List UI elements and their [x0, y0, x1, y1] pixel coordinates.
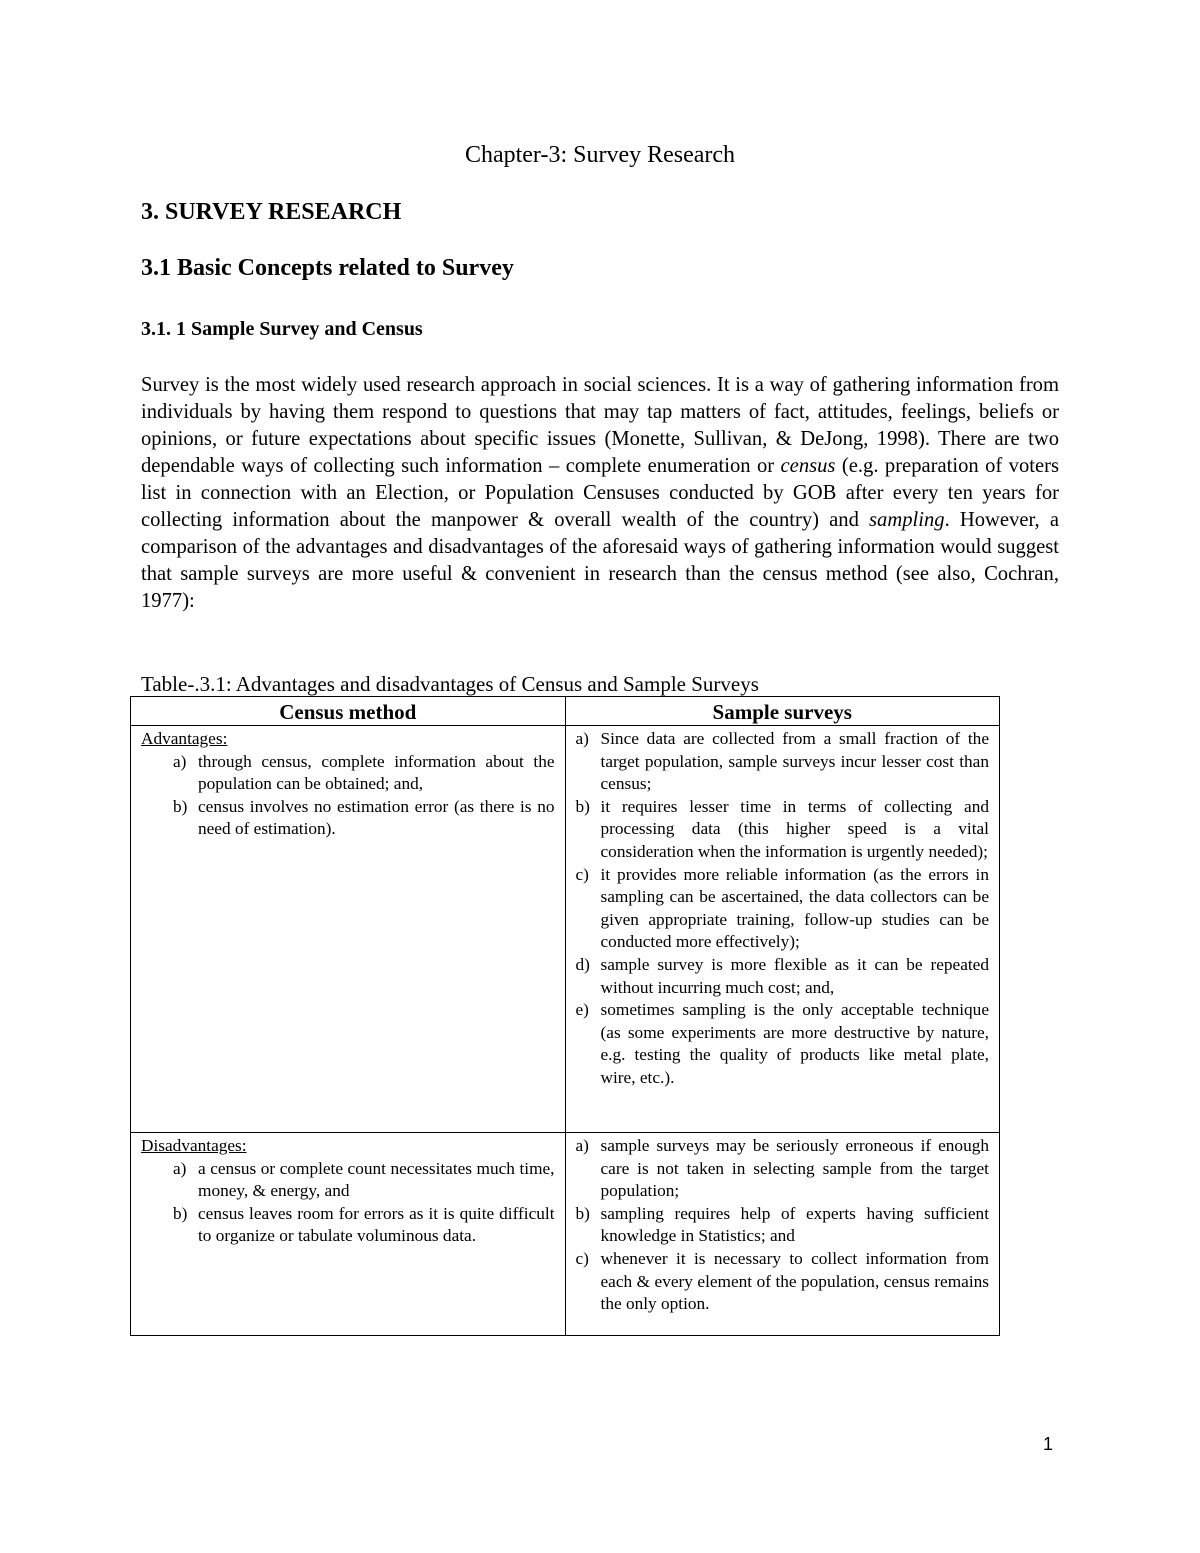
list-item	[173, 1158, 555, 1203]
sample-advantages-list	[576, 728, 989, 1090]
advantages-heading: Advantages:	[141, 729, 228, 748]
list-marker: b)	[173, 1203, 188, 1223]
emphasis-sampling: sampling	[869, 509, 945, 531]
sample-advantages-cell	[565, 726, 999, 1133]
page-number: 1	[1043, 1434, 1054, 1454]
list-item-text: whenever it is necessary to collect information from each & every element of the population, census remains the only option.	[600, 1248, 989, 1314]
disadvantages-heading: Disadvantages:	[141, 1136, 247, 1155]
table-caption: Table-.3.1: Advantages and disadvantages of Census and Sample Surveys	[141, 672, 759, 696]
list-item	[173, 751, 555, 796]
list-item-text: census leaves room for errors as it is quite difficult to organize or tabulate voluminous data.	[198, 1203, 555, 1246]
chapter-title: Chapter-3: Survey Research	[464, 142, 736, 168]
list-marker: c)	[575, 864, 589, 884]
list-item-text: it requires lesser time in terms of collecting and processing data (this higher speed is a vital consideration when the information is urgently needed);	[600, 796, 989, 861]
list-item-text: through census, complete information about the population can be obtained; and,	[198, 751, 555, 794]
list-item	[576, 954, 989, 999]
list-item-text: sample survey is more flexible as it can be repeated without incurring much cost; and,	[600, 954, 989, 997]
list-item	[576, 999, 989, 1089]
list-marker: a)	[575, 729, 589, 748]
list-item	[576, 1135, 989, 1203]
table-header-row	[131, 697, 1000, 726]
list-marker: d)	[575, 954, 590, 974]
comparison-table	[130, 696, 1000, 1336]
list-item	[173, 796, 555, 841]
list-item-text: Since data are collected from a small fraction of the target population, sample surveys incur lesser cost than census;	[600, 729, 989, 794]
list-marker: e)	[575, 1000, 589, 1020]
advantages-row	[131, 726, 1000, 1133]
section-heading: 3. SURVEY RESEARCH	[141, 199, 402, 225]
paragraph-text-2: (e.g. preparation of voters list in connection with an Election, or Population Censuses conducted by GOB after every ten years for collecting information about the manpower & overall wealth of the country) and	[141, 455, 1060, 531]
list-marker: b)	[575, 796, 590, 816]
census-advantages-cell	[131, 726, 566, 1133]
subsection-heading: 3.1 Basic Concepts related to Survey	[141, 255, 514, 281]
list-item-text: sampling requires help of experts having sufficient knowledge in Statistics; and	[600, 1203, 989, 1246]
list-marker: b)	[575, 1203, 590, 1223]
list-item-text: sometimes sampling is the only acceptable technique (as some experiments are more destructive by nature, e.g. testing the quality of products like metal plate, wire, etc.).	[600, 1000, 989, 1087]
disadvantages-row	[131, 1133, 1000, 1336]
list-item	[576, 796, 989, 864]
list-marker: a)	[173, 1158, 187, 1178]
list-item-text: it provides more reliable information (as the errors in sampling can be ascertained, the data collectors can be given appropriate training, follow-up studies can be conducted more effectively);	[600, 864, 989, 952]
census-disadvantages-list	[141, 1158, 555, 1248]
emphasis-census: census	[780, 455, 836, 477]
list-item	[576, 728, 989, 796]
paragraph-text-3: . However, a comparison of the advantages and disadvantages of the aforesaid ways of gathering information would suggest that sample surveys are more useful & convenient in research than the census method (see also, Cochran, 1977):	[141, 509, 1059, 612]
body-paragraph	[141, 372, 1059, 615]
list-item	[576, 1203, 989, 1248]
sample-disadvantages-list	[576, 1135, 989, 1316]
list-item-text: a census or complete count necessitates much time, money, & energy, and	[198, 1158, 555, 1201]
census-disadvantages-cell	[131, 1133, 566, 1336]
census-advantages-list	[141, 751, 555, 841]
list-item	[576, 864, 989, 954]
list-item-text: census involves no estimation error (as there is no need of estimation).	[198, 796, 555, 839]
column-header-sample: Sample surveys	[565, 697, 999, 726]
subsubsection-heading: 3.1. 1 Sample Survey and Census	[141, 318, 423, 340]
paragraph-text-1: Survey is the most widely used research approach in social sciences. It is a way of gathering information from individuals by having them respond to questions that may tap matters of fact, attitudes, feelings, beliefs or opinions, or future expectations about specific issues (Monette, Sullivan, & DeJong, 1998). There are two dependable ways of collecting such information – complete enumeration or	[141, 374, 1059, 477]
list-item-text: sample surveys may be seriously erroneous if enough care is not taken in selecting sample from the target population;	[600, 1136, 989, 1201]
list-item	[576, 1248, 989, 1316]
column-header-census: Census method	[131, 697, 566, 726]
list-marker: b)	[173, 796, 188, 816]
list-item	[173, 1203, 555, 1248]
sample-disadvantages-cell	[565, 1133, 999, 1336]
list-marker: a)	[173, 751, 187, 771]
list-marker: c)	[575, 1248, 589, 1268]
list-marker: a)	[575, 1136, 589, 1155]
